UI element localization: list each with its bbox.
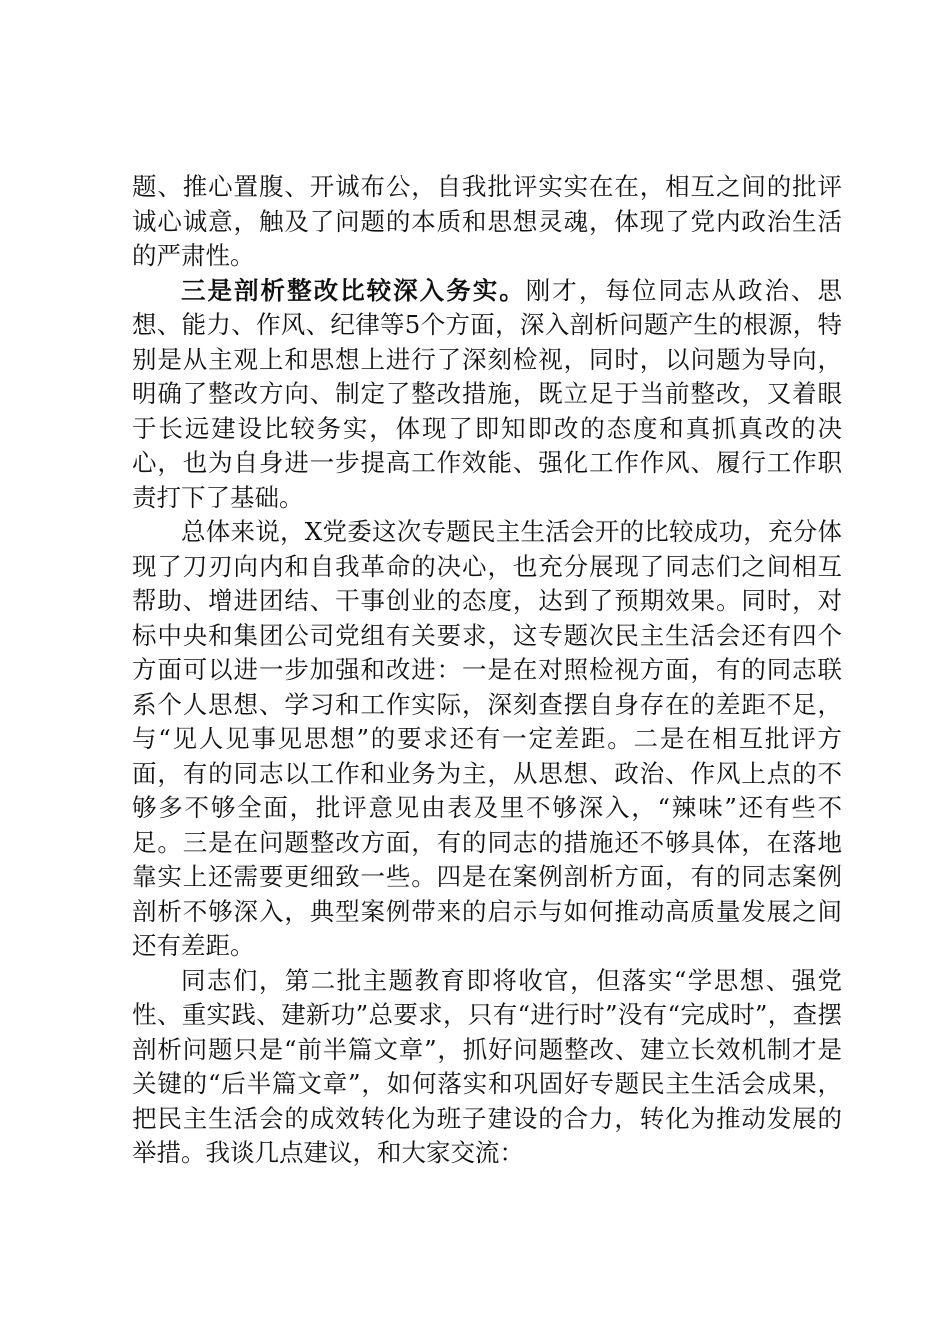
document-body	[132, 170, 842, 1171]
paragraph-text: 同志们，第二批主题教育即将收官，但落实“学思想、强党性、重实践、建新功”总要求，只有“进行时”没有“完成时”，查摆剖析问题只是“前半篇文章”，抓好问题整改、建立长效机制才是关键的“后半篇文章”，如何落实和巩固好专题民主生活会成果，把民主生活会的成效转化为班子建设的合力，转化为推动发展的举措。我谈几点建议，和大家交流：	[132, 965, 842, 1167]
paragraph-text: 刚才，每位同志从政治、思想、能力、作风、纪律等5个方面，深入剖析问题产生的根源，特别是从主观上和思想上进行了深刻检视，同时，以问题为导向，明确了整改方向、制定了整改措施，既立足于当前整改，又着眼于长远建设比较务实，体现了即知即改的态度和真抓真改的决心，也为自身进一步提高工作效能、强化工作作风、履行工作职责打下了基础。	[132, 275, 843, 512]
paragraph-analysis-rectification	[132, 274, 842, 516]
paragraph-text: 总体来说，X党委这次专题民主生活会开的比较成功，充分体现了刀刃向内和自我革命的决心，也充分展现了同志们之间相互帮助、增进团结、干事创业的态度，达到了预期效果。同时，对标中央和集团公司党组有关要求，这专题次民主生活会还有四个方面可以进一步加强和改进：一是在对照检视方面，有的同志联系个人思想、学习和工作实际，深刻查摆自身存在的差距不足，与“见人见事见思想”的要求还有一定差距。二是在相互批评方面，有的同志以工作和业务为主，从思想、政治、作风上点的不够多不够全面，批评意见由表及里不够深入，“辣味”还有些不足。三是在问题整改方面，有的同志的措施还不够具体，在落地靠实上还需要更细致一些。四是在案例剖析方面，有的同志案例剖析不够深入，典型案例带来的启示与如何推动高质量发展之间还有差距。	[132, 517, 842, 960]
paragraph-overall-summary	[132, 515, 842, 964]
paragraph-continuation	[132, 170, 842, 274]
paragraph-text: 题、推心置腹、开诚布公，自我批评实实在在，相互之间的批评诚心诚意，触及了问题的本质和思想灵魂，体现了党内政治生活的严肃性。	[132, 172, 842, 270]
paragraph-lead-heading: 三是剖析整改比较深入务实。	[181, 275, 526, 305]
paragraph-comrades-address	[132, 964, 842, 1171]
